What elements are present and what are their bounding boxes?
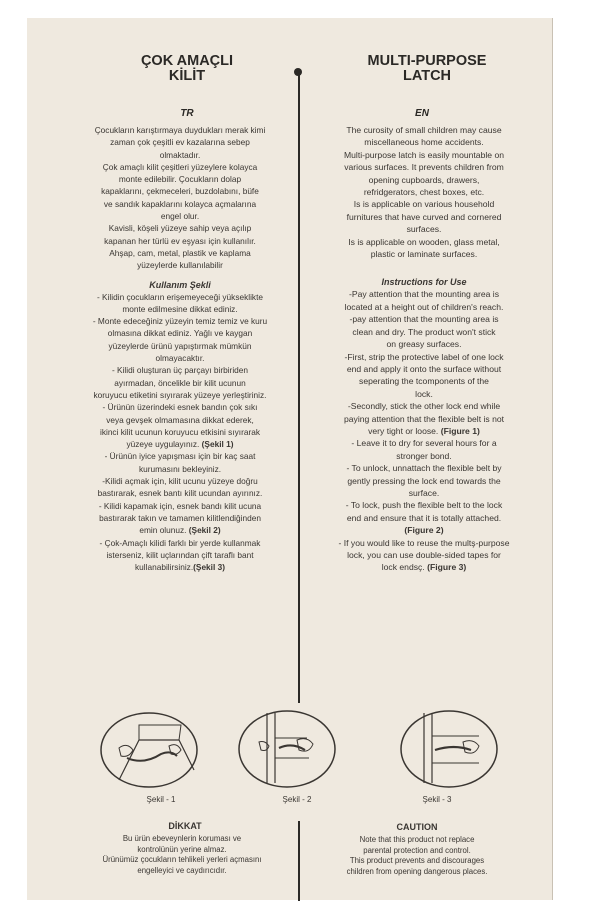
en-title-line1: MULTI-PURPOSE <box>367 53 487 69</box>
text-line: - Çok-Amaçlı kilidi farklı bir yerde kullanmak <box>99 537 261 548</box>
figure-1-caption: Şekil - 1 <box>146 795 176 804</box>
tr-usage-ref2-line: emin olunuz. (Şekil 2) <box>139 525 221 536</box>
bottom-divider <box>298 821 300 901</box>
text-line: - To lock, push the flexible belt to the lock <box>345 500 503 511</box>
text-line: opening cupboards, drawers, <box>368 174 480 185</box>
en-usage <box>314 288 534 424</box>
en-usage-ref3-line: lock endsç. (Figure 3) <box>381 562 467 573</box>
text-line: veya gevşek olmamasına dikkat ederek, <box>106 414 254 425</box>
text-line: Çocukların karıştırmaya duydukları merak kimi <box>94 125 266 135</box>
warning-line: parental protection and control. <box>363 845 471 855</box>
text-line: furnitures that have curved and cornered <box>346 211 502 222</box>
text-line: clean and dry. The product won't stick <box>352 326 496 337</box>
en-language-label: EN <box>415 108 429 119</box>
en-title <box>327 54 527 84</box>
text-line: yüzeylerde kullanılabilir <box>137 260 223 271</box>
text-line: Ahşap, cam, metal, plastik ve kaplama <box>109 247 251 258</box>
text-line: - Kilidi oluşturan üç parçayı birbiriden <box>111 365 249 376</box>
text-line: Kavisli, köşeli yüzeye sahip veya açılıp <box>108 223 252 234</box>
text-line: surfaces. <box>406 224 442 235</box>
text-line: isterseniz, kilit uçlarından çift taraflı bant <box>106 549 254 560</box>
text-line: olmayacaktır. <box>155 353 205 364</box>
tr-usage-ref3-line: kullanabilirsiniz.(Şekil 3) <box>135 562 225 573</box>
tr-text-column <box>75 124 285 573</box>
text-line: - To unlock, unnattach the flexible belt by <box>346 463 502 474</box>
text-line: lock, you can use double-sided tapes for <box>347 550 501 560</box>
text-line: koruyucu etiketini sıyırarak yüzeye yerleştiriniz. <box>93 389 267 400</box>
text-line: Çok amaçlı kilit çeşitleri yüzeylere kolayca <box>102 161 258 172</box>
warning-line: engelleyici ve caydırıcıdır. <box>137 865 227 875</box>
text-line: -Pay attention that the mounting area is <box>348 289 499 300</box>
en-title-line2: LATCH <box>402 68 452 84</box>
text-line: The curosity of small children may cause <box>346 125 502 135</box>
tr-usage <box>75 291 285 439</box>
text-line: -pay attention that the mounting area is <box>349 314 499 325</box>
text-line: -Secondly, stick the other lock end while <box>347 401 501 412</box>
text-line: paying attention that the flexible belt is not <box>343 413 505 424</box>
tr-title-line2: KİLİT <box>168 68 206 84</box>
text-line: engel olur. <box>160 211 200 222</box>
text-line: monte edilebilir. Çocukların dolap <box>118 174 242 185</box>
en-figure-ref-1: (Figure 1) <box>440 425 480 436</box>
column-divider <box>298 73 300 703</box>
figure-2-caption: Şekil - 2 <box>282 795 312 804</box>
en-figure-ref-3: (Figure 3) <box>427 562 467 573</box>
text-line: - Kilidin çocukların erişemeyeceği yükseklikte <box>96 291 263 302</box>
text-line: Is is applicable on wooden, glass metal, <box>348 236 500 247</box>
warning-line: Note that this product not replace <box>359 835 475 844</box>
tr-usage3 <box>75 537 285 562</box>
text-line: kapaklarını, çekmeceleri, buzdolabını, büfe <box>101 186 259 197</box>
tr-figure-ref-2: (Şekil 2) <box>188 525 221 536</box>
text-line: bastırarak takın ve tamamen kilitlendiğinden <box>99 512 261 523</box>
en-usage3 <box>314 537 534 562</box>
text-line: kapanan her türlü ev eşyası için kullanılır. <box>104 235 256 246</box>
warning-line: This product prevents and discourages <box>349 856 485 865</box>
text-line: Multi-purpose latch is easily mountable on <box>343 149 505 160</box>
text-line: located at a height out of children's reach. <box>344 301 504 312</box>
warning-line: children from opening dangerous places. <box>346 866 488 876</box>
text-line: stronger bond. <box>396 450 452 461</box>
en-usage2 <box>314 437 534 524</box>
en-usage-ref1-line: very tight or loose. (Figure 1) <box>368 425 480 436</box>
en-usage-title: Instructions for Use <box>381 277 467 288</box>
tr-figure-ref-1: (Şekil 1) <box>201 439 234 450</box>
warning-title-en: CAUTION <box>396 822 438 832</box>
text-line: end and ensure that it is totally attached. <box>346 512 502 523</box>
text-line: Is is applicable on various household <box>353 199 495 210</box>
figure-1-illustration <box>99 710 199 790</box>
text-line: olmasına dikkat ediniz. Yağlı ve kaygan <box>107 328 253 339</box>
text-line: on greasy surfaces. <box>386 339 462 350</box>
figure-2-illustration <box>237 708 337 790</box>
text-line: monte edilmesine dikkat ediniz. <box>122 303 238 314</box>
en-intro <box>314 124 534 260</box>
text-line: - Kilidi kapamak için, esnek bandı kilit ucuna <box>98 500 262 511</box>
warning-line: kontrolünün yerine almaz. <box>137 844 227 854</box>
text-line: -First, strip the protective label of one lock <box>344 351 504 362</box>
en-figure-ref-2-line <box>314 524 534 536</box>
warning-title-tr: DİKKAT <box>168 821 202 831</box>
warning-text-en <box>317 835 517 877</box>
text-line: ayırmadan, öncelikle bir kilit ucunun <box>114 377 246 388</box>
text-line: bastırarak, esnek bantı kilit ucundan ayırınız. <box>97 488 263 499</box>
text-line: various surfaces. It prevents children from <box>344 162 504 173</box>
text-line: refridgerators, chest boxes, etc. <box>363 187 485 198</box>
text-line: surface. <box>408 487 440 498</box>
text-line: end and apply it onto the surface without <box>346 363 502 374</box>
tr-usage-ref1-line: yüzeye uygulayınız. (Şekil 1) <box>126 439 234 450</box>
tr-figure-ref-3: (Şekil 3) <box>193 562 225 573</box>
tr-usage-title: Kullanım Şekli <box>149 279 211 290</box>
text-line: zaman çok çeşitli ev kazalarına sebep <box>110 137 250 148</box>
warning-text-tr <box>72 834 292 876</box>
en-text-column <box>314 124 534 574</box>
text-line: yüzeylerde ürünü yapıştırmak mümkün <box>108 340 252 351</box>
tr-intro <box>75 124 285 272</box>
figure-row <box>27 710 553 805</box>
warning-line: Bu ürün ebeveynlerin koruması ve <box>122 834 242 843</box>
text-line: plastic or laminate surfaces. <box>370 249 478 260</box>
figure-3-illustration <box>399 708 499 790</box>
figure-3-caption: Şekil - 3 <box>422 795 452 804</box>
instruction-leaflet <box>27 18 553 900</box>
text-line: miscellaneous home accidents. <box>364 137 484 148</box>
text-line: lock. <box>415 388 433 399</box>
text-line: - Leave it to dry for several hours for a <box>351 438 497 449</box>
text-line: ve sandık kapaklarını kolayca açmalarına <box>103 198 257 209</box>
en-figure-ref-2: (Figure 2) <box>404 525 444 536</box>
text-line: kurumasını bekleyiniz. <box>138 463 222 474</box>
text-line: -Kilidi açmak için, kilit ucunu yüzeye doğru <box>102 476 258 487</box>
tr-usage2 <box>75 450 285 524</box>
text-line: olmaktadır. <box>159 149 201 160</box>
warning-line: Ürünümüz çocukların tehlikeli yerleri açmasını <box>102 855 262 864</box>
text-line: - If you would like to reuse the multş-purpose <box>338 537 510 548</box>
text-line: - Monte edeceğiniz yüzeyin temiz temiz ve kuru <box>92 316 268 327</box>
text-line: ikinci kilit ucunun koruyucu etkisini sıyırarak <box>99 426 260 437</box>
tr-title <box>87 54 287 84</box>
text-line: seperating the tcomponents of the <box>359 376 489 387</box>
tr-language-label: TR <box>180 108 194 119</box>
tr-title-line1: ÇOK AMAÇLI <box>140 53 234 69</box>
text-line: - Ürünün üzerindeki esnek bandın çok sıkı <box>102 402 258 413</box>
text-line: gently pressing the lock end towards the <box>347 475 501 486</box>
text-line: - Ürünün iyice yapışması için bir kaç saat <box>104 451 256 462</box>
